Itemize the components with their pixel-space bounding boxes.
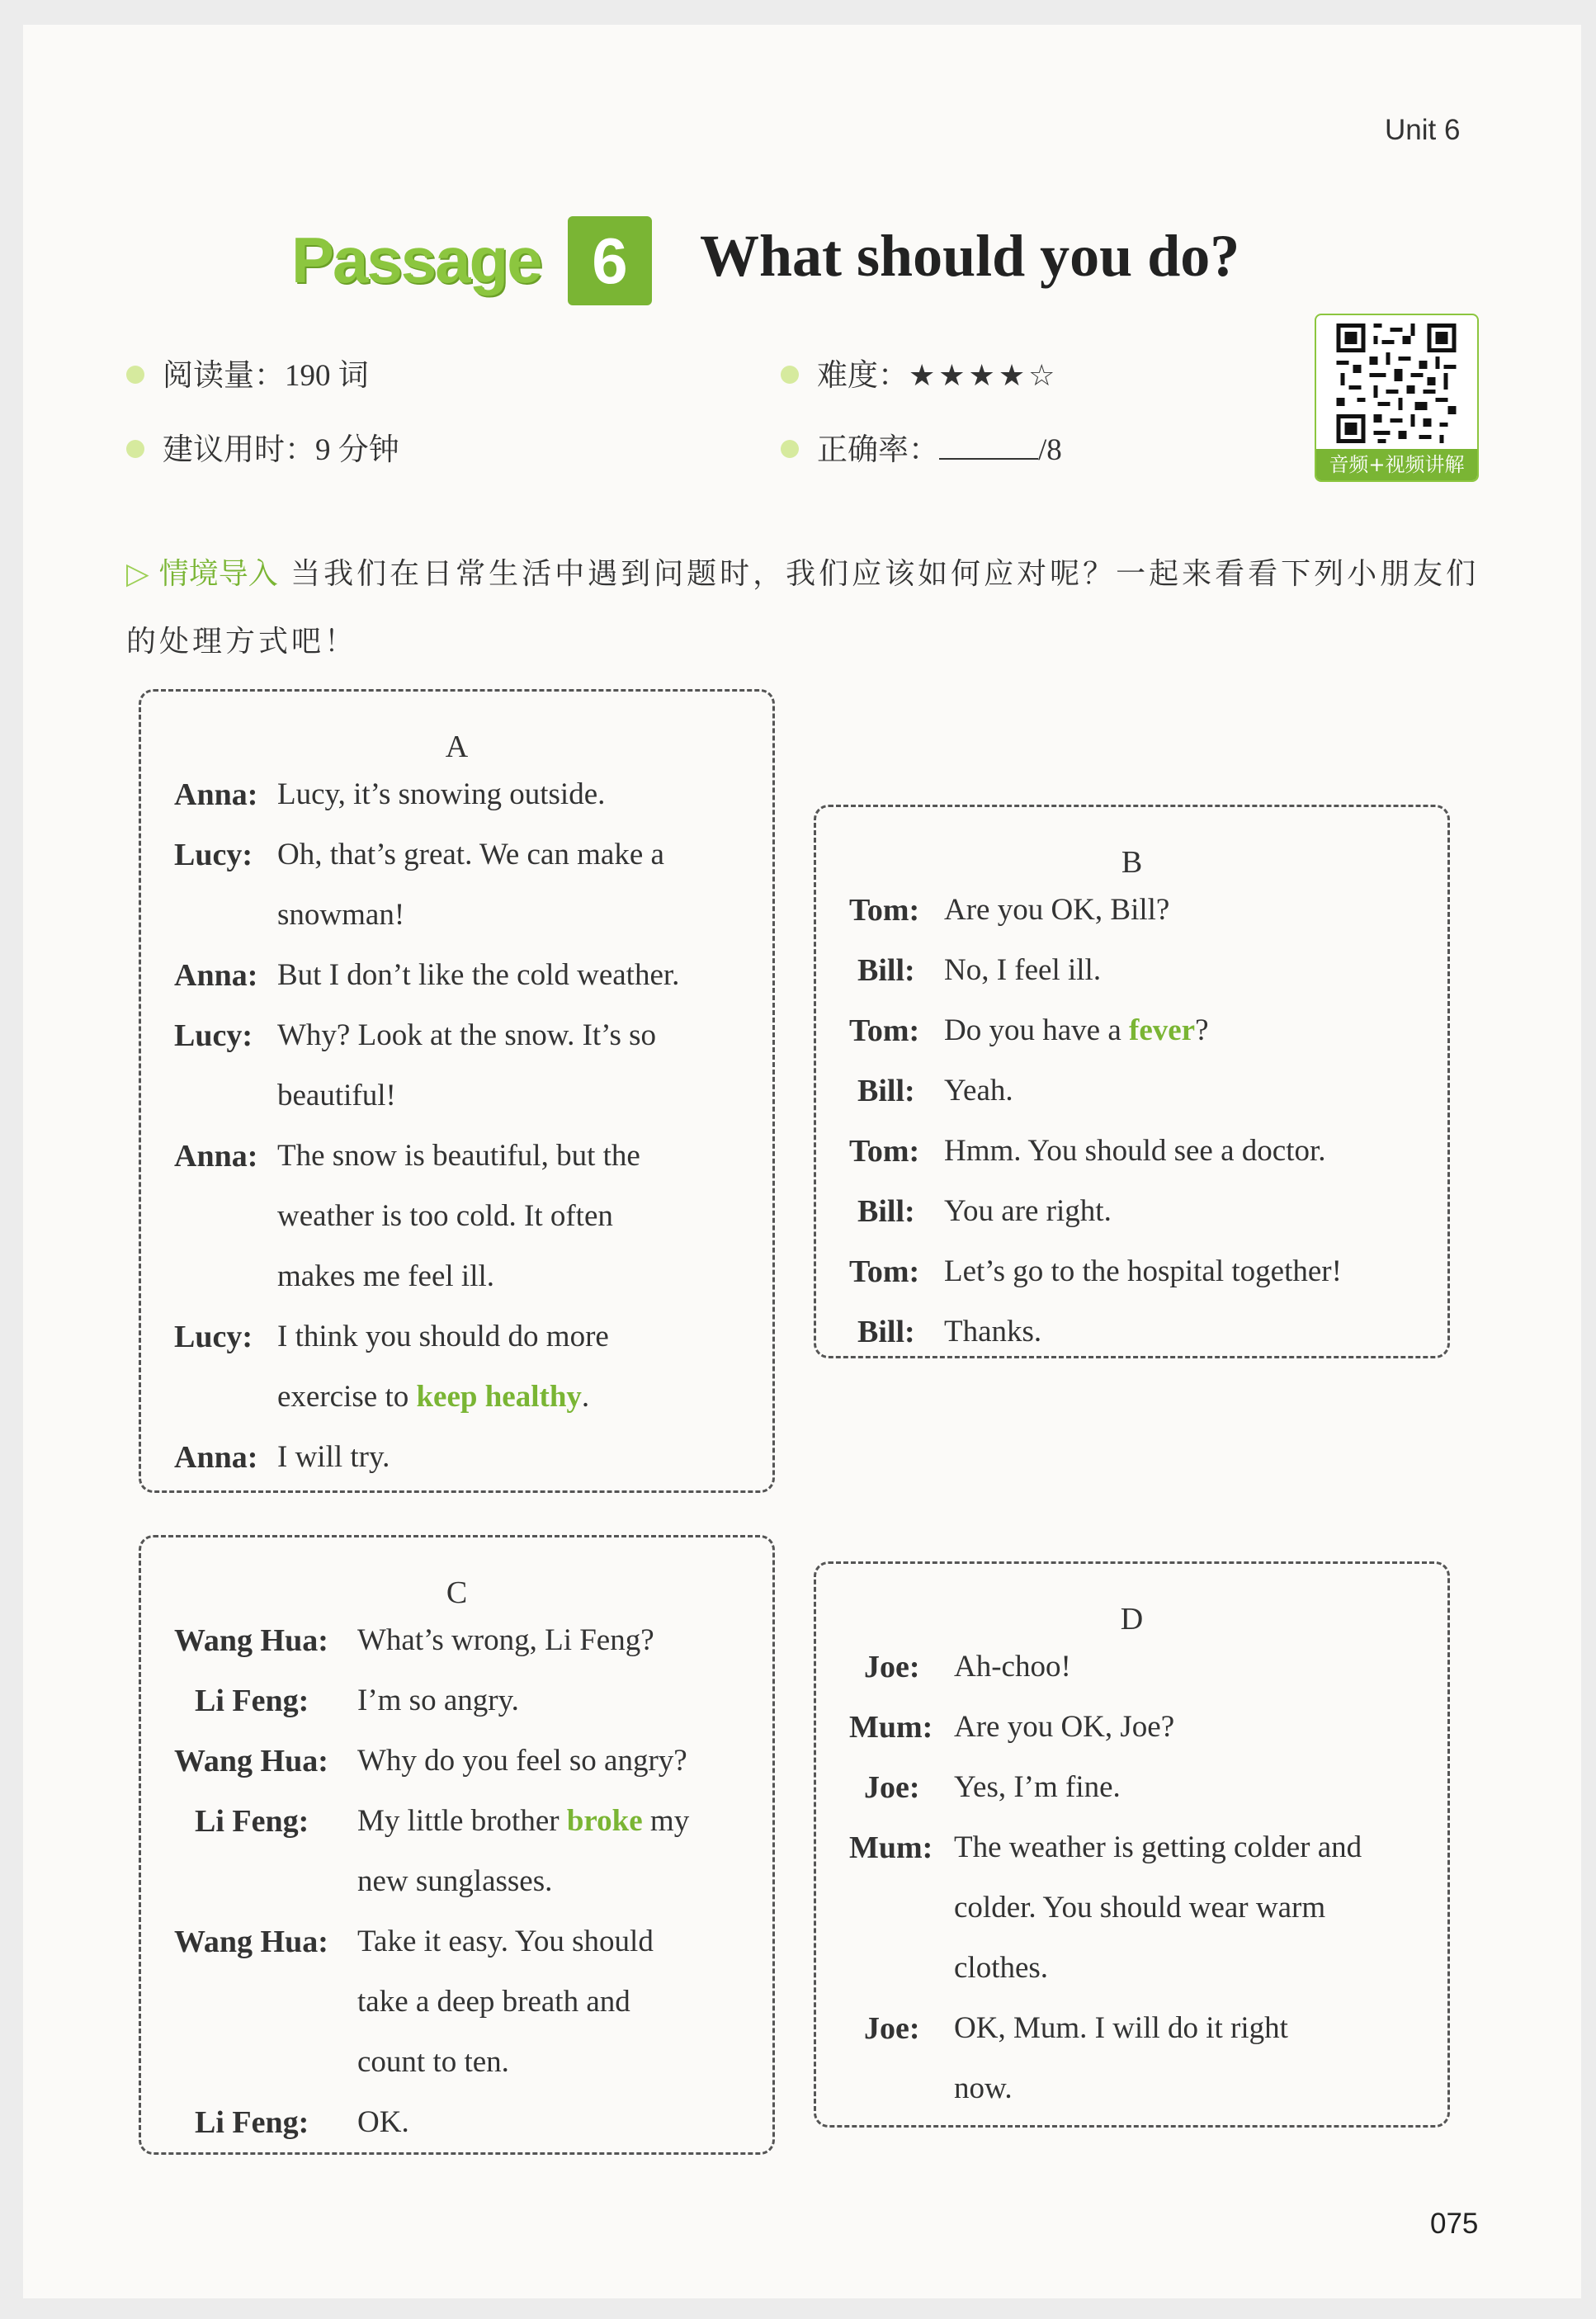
dialogue-line: Are you OK, Bill? (944, 893, 1170, 927)
bullet-dot (781, 440, 799, 458)
speaker-name: Bill: (857, 1074, 915, 1108)
dialogue-line: The snow is beautiful, but the (277, 1139, 640, 1173)
speaker-name: Mum: (849, 1710, 933, 1745)
speaker-name: Bill: (857, 953, 915, 988)
workbook-page (23, 25, 1581, 2298)
vocab-highlight: fever (1129, 1013, 1196, 1047)
dialogue-line: OK, Mum. I will do it right (954, 2011, 1288, 2045)
dialogue-line: count to ten. (357, 2045, 509, 2079)
dialogue-line: Yes, I’m fine. (954, 1770, 1121, 1804)
speaker-name: Joe: (864, 1650, 920, 1684)
page-number: 075 (1430, 2208, 1479, 2240)
dialogue-title: B (1121, 845, 1143, 880)
speaker-name: Anna: (174, 777, 258, 812)
dialogue-line: Yeah. (944, 1074, 1013, 1108)
dialogue-box-b (814, 805, 1450, 1358)
dialogue-line: OK. (357, 2105, 409, 2139)
dialogue-line: Why do you feel so angry? (357, 1744, 687, 1778)
reading-amount (126, 355, 369, 397)
speaker-name: Lucy: (174, 1018, 253, 1053)
dialogue-box-d (814, 1561, 1450, 2128)
dialogue-line: clothes. (954, 1951, 1049, 1985)
line-text: . (581, 1380, 590, 1414)
line-text: exercise to (277, 1380, 417, 1414)
dialogue-line: Lucy, it’s snowing outside. (277, 777, 606, 811)
speaker-name: Anna: (174, 1139, 258, 1174)
dialogue-line (357, 1801, 689, 1842)
qr-code-icon (1334, 324, 1458, 443)
dialogue-title: A (445, 730, 469, 764)
dialogue-line: But I don’t like the cold weather. (277, 958, 680, 992)
accuracy-blank[interactable] (939, 433, 1038, 460)
dialogue-title: D (1120, 1602, 1144, 1637)
speaker-name: Tom: (849, 1134, 920, 1169)
dialogue-line: I think you should do more (277, 1320, 609, 1353)
dialogue-line: colder. You should wear warm (954, 1891, 1326, 1925)
speaker-name: Wang Hua: (174, 1744, 328, 1778)
passage-title: What should you do? (700, 223, 1240, 289)
dialogue-line: You are right. (944, 1194, 1112, 1228)
dialogue-line: weather is too cold. It often (277, 1199, 613, 1233)
dialogue-line: Take it easy. You should (357, 1925, 654, 1958)
speaker-name: Wang Hua: (174, 1623, 328, 1658)
dialogue-line: What’s wrong, Li Feng? (357, 1623, 654, 1657)
accuracy-total: /8 (1038, 433, 1062, 467)
dialogue-line: new sunglasses. (357, 1864, 553, 1898)
intro-text: 当我们在日常生活中遇到问题时，我们应该如何应对呢？一起来看看下列小朋友们的处理方式吧！ (126, 557, 1480, 659)
suggested-time-value: 9 分钟 (315, 433, 399, 467)
dialogue-box-c (139, 1535, 775, 2155)
speaker-name: Lucy: (174, 838, 253, 872)
speaker-name: Bill: (857, 1315, 915, 1349)
line-text: Do you have a (944, 1013, 1129, 1047)
dialogue-title: C (446, 1575, 468, 1610)
speaker-name: Li Feng: (195, 1804, 309, 1839)
intro-paragraph (126, 541, 1480, 676)
dialogue-line: Hmm. You should see a doctor. (944, 1134, 1326, 1168)
speaker-name: Tom: (849, 1013, 920, 1048)
speaker-name: Tom: (849, 893, 920, 928)
speaker-name: Joe: (864, 1770, 920, 1805)
dialogue-line: take a deep breath and (357, 1985, 630, 2019)
bullet-dot (126, 440, 144, 458)
speaker-name: Anna: (174, 958, 258, 993)
difficulty (781, 355, 1058, 397)
speaker-name: Anna: (174, 1440, 258, 1475)
line-text: my (642, 1804, 690, 1838)
triangle-icon: ▷ (126, 557, 153, 591)
intro-lead: 情境导入 (158, 557, 278, 591)
vocab-highlight: keep healthy (416, 1380, 582, 1414)
dialogue-line: Thanks. (944, 1315, 1042, 1348)
passage-number-badge: 6 (568, 216, 652, 305)
qr-label: 音频+视频讲解 (1316, 449, 1477, 480)
dialogue-line: I’m so angry. (357, 1684, 519, 1717)
difficulty-stars: ★★★★☆ (909, 359, 1059, 393)
dialogue-line: snowman! (277, 898, 405, 932)
difficulty-label: 难度： (817, 357, 909, 393)
speaker-name: Wang Hua: (174, 1925, 328, 1959)
reading-amount-value: 190 词 (285, 359, 369, 393)
qr-code-card[interactable] (1315, 314, 1479, 482)
speaker-name: Tom: (849, 1254, 920, 1289)
dialogue-box-a (139, 689, 775, 1493)
suggested-time-label: 建议用时： (163, 432, 315, 467)
dialogue-line (277, 1377, 589, 1418)
dialogue-line: now. (954, 2071, 1013, 2105)
passage-label: Passage (291, 224, 541, 296)
bullet-dot (781, 366, 799, 384)
dialogue-line: beautiful! (277, 1079, 396, 1112)
dialogue-line (944, 1010, 1209, 1051)
speaker-name: Bill: (857, 1194, 915, 1229)
dialogue-line: I will try. (277, 1440, 390, 1474)
unit-label: Unit 6 (1385, 114, 1461, 146)
speaker-name: Lucy: (174, 1320, 253, 1354)
dialogue-line: The weather is getting colder and (954, 1830, 1362, 1864)
reading-amount-label: 阅读量： (163, 357, 285, 393)
suggested-time (126, 429, 399, 471)
dialogue-line: Oh, that’s great. We can make a (277, 838, 664, 871)
dialogue-line: Let’s go to the hospital together! (944, 1254, 1342, 1288)
line-text: My little brother (357, 1804, 567, 1838)
dialogue-line: No, I feel ill. (944, 953, 1102, 987)
accuracy-label: 正确率： (817, 432, 939, 467)
dialogue-line: makes me feel ill. (277, 1259, 495, 1293)
accuracy (781, 429, 1062, 471)
speaker-name: Li Feng: (195, 1684, 309, 1718)
vocab-highlight: broke (566, 1804, 643, 1838)
bullet-dot (126, 366, 144, 384)
dialogue-line: Are you OK, Joe? (954, 1710, 1175, 1744)
dialogue-line: Why? Look at the snow. It’s so (277, 1018, 656, 1052)
dialogue-line: Ah-choo! (954, 1650, 1071, 1684)
line-text: ? (1195, 1013, 1209, 1047)
speaker-name: Joe: (864, 2011, 920, 2046)
speaker-name: Mum: (849, 1830, 933, 1865)
speaker-name: Li Feng: (195, 2105, 309, 2140)
